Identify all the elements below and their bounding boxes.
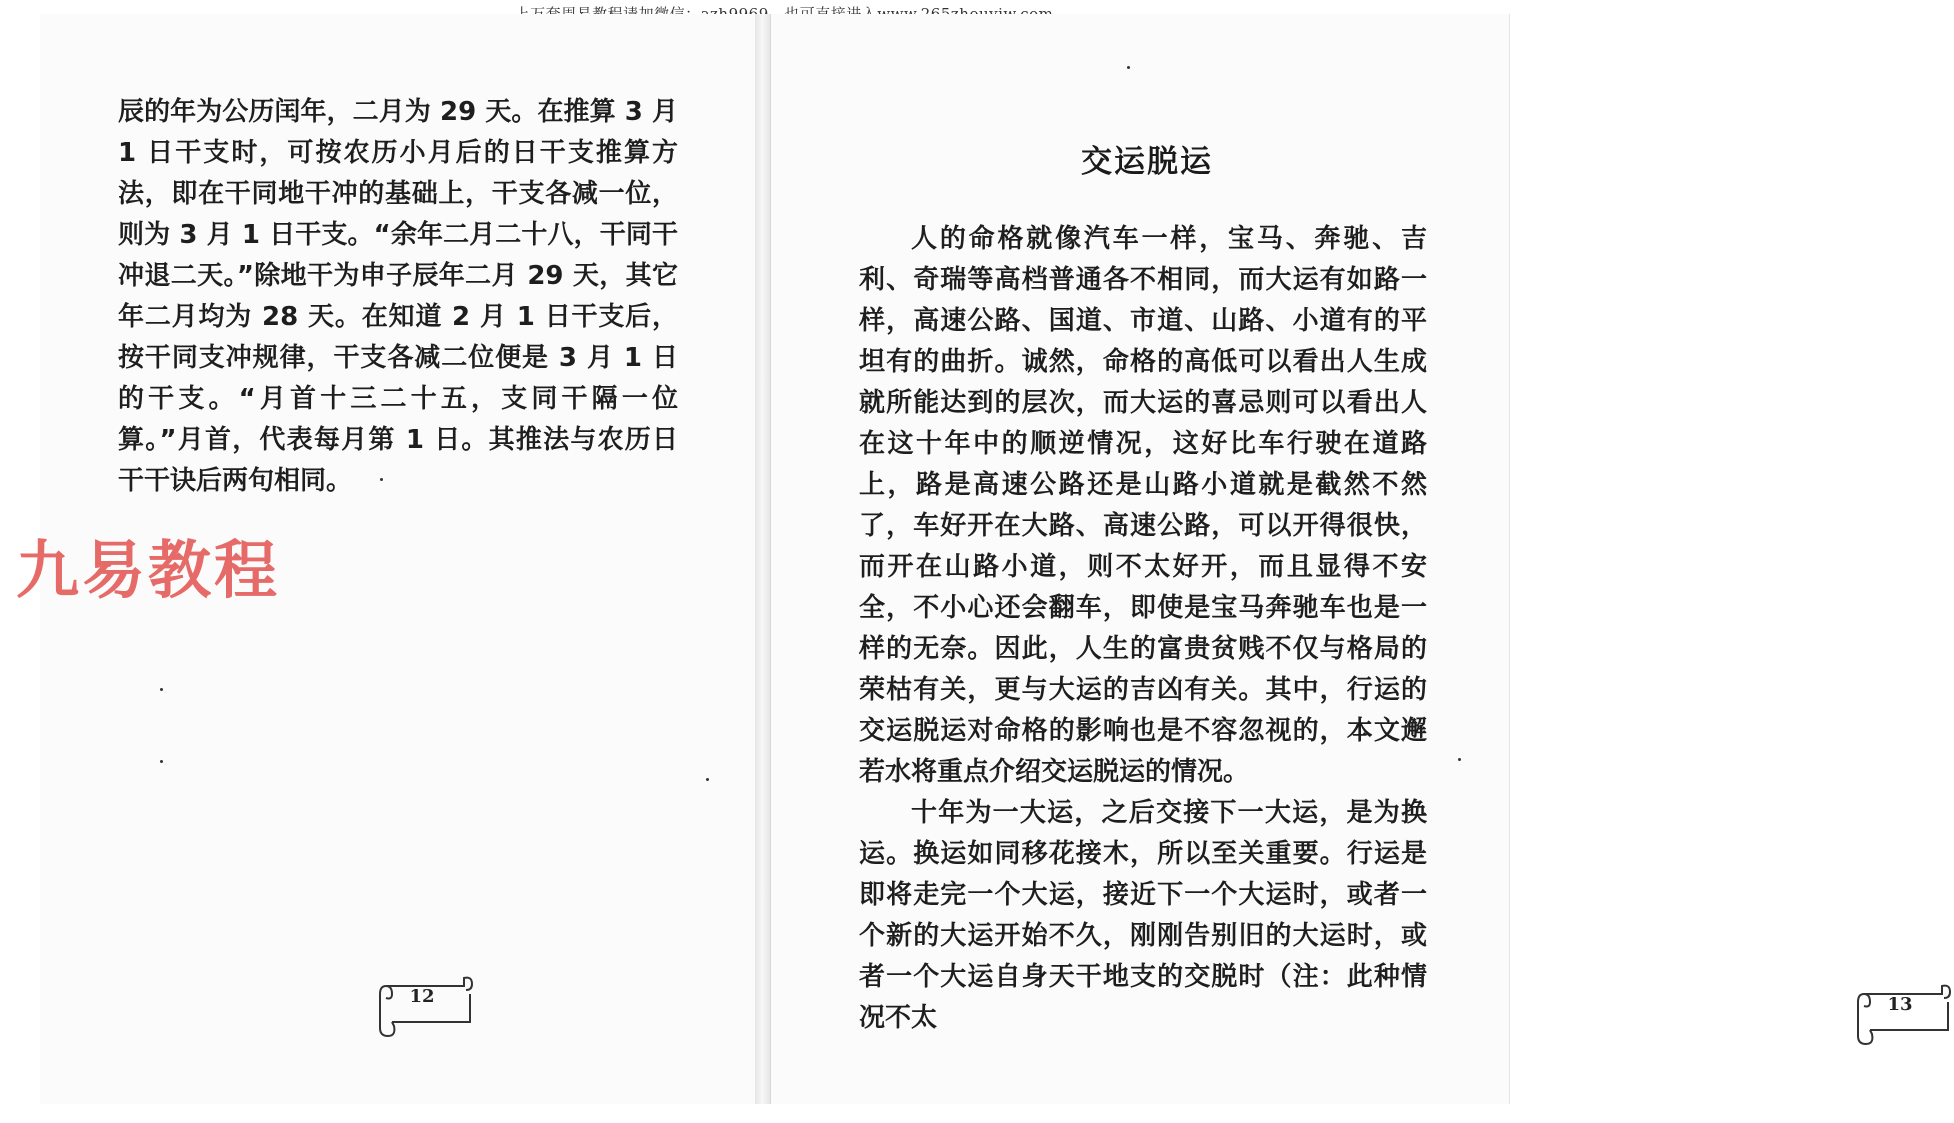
page-number: 13 — [1887, 994, 1913, 1015]
speck — [380, 478, 383, 481]
scroll-ornament-icon — [1854, 980, 1954, 1050]
right-page — [770, 14, 1913, 1104]
speck — [1127, 66, 1130, 69]
left-page-body — [118, 92, 678, 502]
section-title: 交运脱运 — [1081, 144, 1213, 180]
page-number-scroll-right — [1854, 980, 1946, 1030]
page-number: 12 — [409, 986, 435, 1007]
right-paragraph: 人的命格就像汽车一样，宝马、奔驰、吉利、奇瑞等高档普通各不相同，而大运有如路一样，高速公路、国道、市道、山路、小道有的平坦有的曲折。诚然，命格的高低可以看出人生成就所能达到的层次，而大运的喜忌则可以看出人在这十年中的顺逆情况，这好比车行驶在道路上，路是高速公路还是山路小道就是截然不然了，车好开在大路、高速公路，可以开得很快，而开在山路小道，则不太好开，而且显得不安全，不小心还会翻车，即使是宝马奔驰车也是一样的无奈。因此，人生的富贵贫贱不仅与格局的荣枯有关，更与大运的吉凶有关。其中，行运的交运脱运对命格的影响也是不容忽视的，本文邂若水将重点介绍交运脱运的情况。 — [859, 224, 1427, 787]
page-number-scroll-left — [376, 972, 468, 1022]
scroll-ornament-icon — [376, 972, 476, 1042]
left-paragraph: 辰的年为公历闰年，二月为 29 天。在推算 3 月 1 日干支时，可按农历小月后的日干支推算方法，即在干同地干冲的基础上，干支各减一位，则为 3 月 1 日干支。“余年二月二十八，干同干冲退二天。”除地干为申子辰年二月 29 天，其它年二月均为 28 天。在知道 2 月 1 日干支后，按干同支冲规律，干支各减二位便是 3 月 1 日的干支。“月首十三二十五，支同干隔一位算。”月首，代表每月第 1 日。其推法与农历日干干诀后两句相同。 — [118, 97, 678, 496]
speck — [160, 688, 163, 691]
book-gutter — [755, 14, 770, 1104]
speck — [706, 778, 709, 781]
speck — [1458, 758, 1461, 761]
watermark-stamp: 九易教程 — [16, 534, 280, 607]
speck — [160, 760, 163, 763]
right-page-body — [859, 219, 1427, 1039]
right-paragraph: 十年为一大运，之后交接下一大运，是为换运。换运如同移花接木，所以至关重要。行运是即将走完一个大运，接近下一个大运时，或者一个新的大运开始不久，刚刚告别旧的大运时，或者一个大运自身天干地支的交脱时（注：此种情况不太 — [859, 798, 1427, 1033]
